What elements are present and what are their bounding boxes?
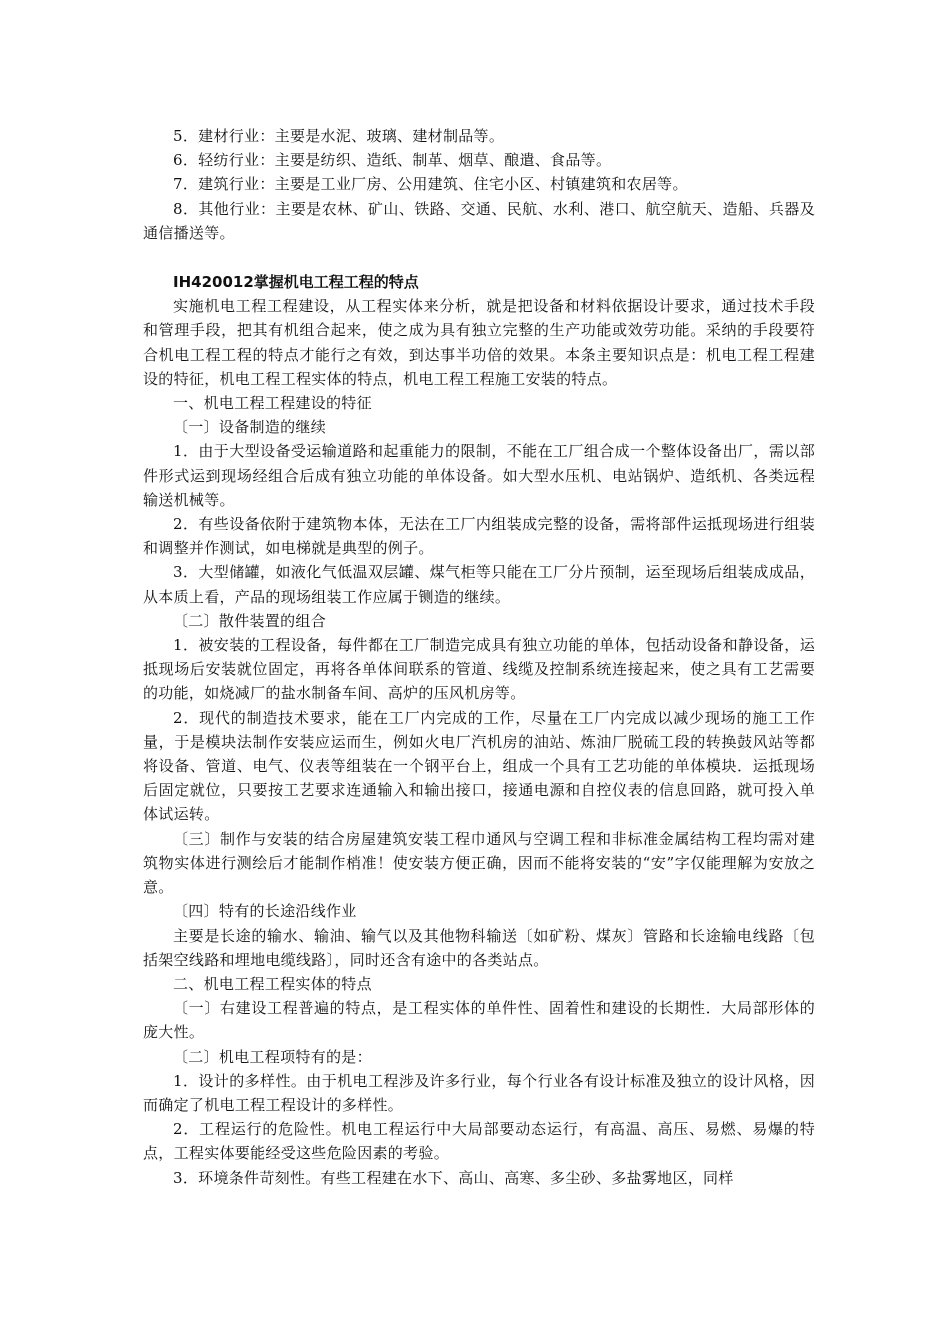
- paragraph-item: 主要是长途的输水、输油、输气以及其他物科输送〔如矿粉、煤灰〕管路和长途输电线路〔包括架空线路和埋地电缆线路〕，同时还含有途中的各类站点。: [143, 926, 815, 969]
- paragraph-item: 1．由于大型设备受运输道路和起重能力的限制，不能在工厂组合成一个整体设备出厂，需以部件形式运到现场经组合后成有独立功能的单体设备。如大型水压机、电站锅炉、造纸机、各类远程输送机械等。: [143, 442, 815, 509]
- paragraph-item: 〔一〕右建设工程普遍的特点，是工程实体的单件性、固着性和建设的长期性．大局部形体的庞大性。: [143, 999, 815, 1042]
- paragraph-item: 〔三〕制作与安装的结合房屋建筑安装工程巾通风与空调工程和非标准金属结构工程均需对建筑物实体进行测绘后才能制作梢准！使安装方便正确，因而不能将安装的“安”字仅能理解为安放之意。: [143, 829, 815, 897]
- subheading-long-distance: 〔四〕特有的长途沿线作业: [173, 902, 357, 921]
- subheading-entity-features: 二、机电工程工程实体的特点: [173, 974, 372, 993]
- subheading-construction-features: 一、机电工程工程建设的特征: [173, 394, 372, 413]
- paragraph-item: 3．环境条件苛刻性。有些工程建在水下、高山、高寒、多尘砂、多盐雾地区，同样: [173, 1168, 734, 1187]
- list-item-building-materials: 5．建材行业：主要是水泥、玻璃、建材制品等。: [173, 127, 505, 145]
- paragraph-item: 2．现代的制造技术要求，能在工厂内完成的工作，尽量在工厂内完成以减少现场的施工工作量，于是模块法制作安装应运而生，例如火电厂汽机房的油站、炼油厂脱硫工段的转换鼓风站等都将设备、管道、电气、仪表等组装在一个钢平台上，组成一个具有工艺功能的单体模块．运抵现场后固定就位，只要按工艺要求连通输入和输出接口，接通电源和自控仪表的信息回路，就可投入单体试运转。: [143, 708, 815, 824]
- paragraph-intro: 实施机电工程工程建设，从工程实体来分析，就是把设备和材料依据设计要求，通过技术手段和管理手段，把其有机组合起来，使之成为具有独立完整的生产功能或效劳功能。采纳的手段要符合机电工程工程的特点才能行之有效，到达事半功倍的效果。本条主要知识点是：机电工程工程建设的特征，机电工程工程实体的特点，机电工程工程施工安装的特点。: [143, 297, 815, 388]
- document-page: [143, 124, 815, 1190]
- list-item-other-industries: 8．其他行业：主要是农林、矿山、铁路、交通、民航、水利、港口、航空航天、造船、兵器及通信播送等。: [143, 199, 815, 242]
- list-item-construction: 7．建筑行业：主要是工业厂房、公用建筑、住宅小区、村镇建筑和农居等。: [173, 175, 688, 194]
- list-item-light-textile: 6．轻纺行业：主要是纺织、造纸、制革、烟草、酿遣、食品等。: [173, 151, 612, 170]
- paragraph-item: 1．设计的多样性。由于机电工程涉及许多行业，每个行业各有设计标准及独立的设计风格，因而确定了机电工程工程设计的多样性。: [143, 1071, 815, 1114]
- subheading-specific: 〔二〕机电工程项特有的是：: [173, 1047, 372, 1066]
- section-heading: IH420012掌握机电工程工程的特点: [173, 273, 419, 292]
- paragraph-item: 2．有些设备依附于建筑物本体，无法在工厂内组装成完整的设备，需将部件运抵现场进行组装和调整并作测试，如电梯就是典型的例子。: [143, 515, 815, 558]
- subheading-assembly: 〔二〕散件装置的组合: [173, 611, 327, 630]
- subheading-equipment-manufacturing: 〔一〕设备制造的继续: [173, 418, 327, 437]
- paragraph-item: 1．被安装的工程设备，每件都在工厂制造完成具有独立功能的单体，包括动设备和静设备，运抵现场后安装就位固定，再将各单体间联系的管道、线缆及控制系统连接起来，使之具有工艺需要的功能，如烧减厂的盐水制备车间、高炉的压风机房等。: [143, 636, 815, 703]
- paragraph-item: 2．工程运行的危险性。机电工程运行中大局部要动态运行，有高温、高压、易燃、易爆的特点，工程实体要能经受这些危险因素的考验。: [143, 1120, 815, 1163]
- paragraph-item: 3．大型储罐，如液化气低温双层罐、煤气柜等只能在工厂分片预制，运至现场后组装成成品，从本质上看，产品的现场组装工作应属于铡造的继续。: [143, 563, 815, 606]
